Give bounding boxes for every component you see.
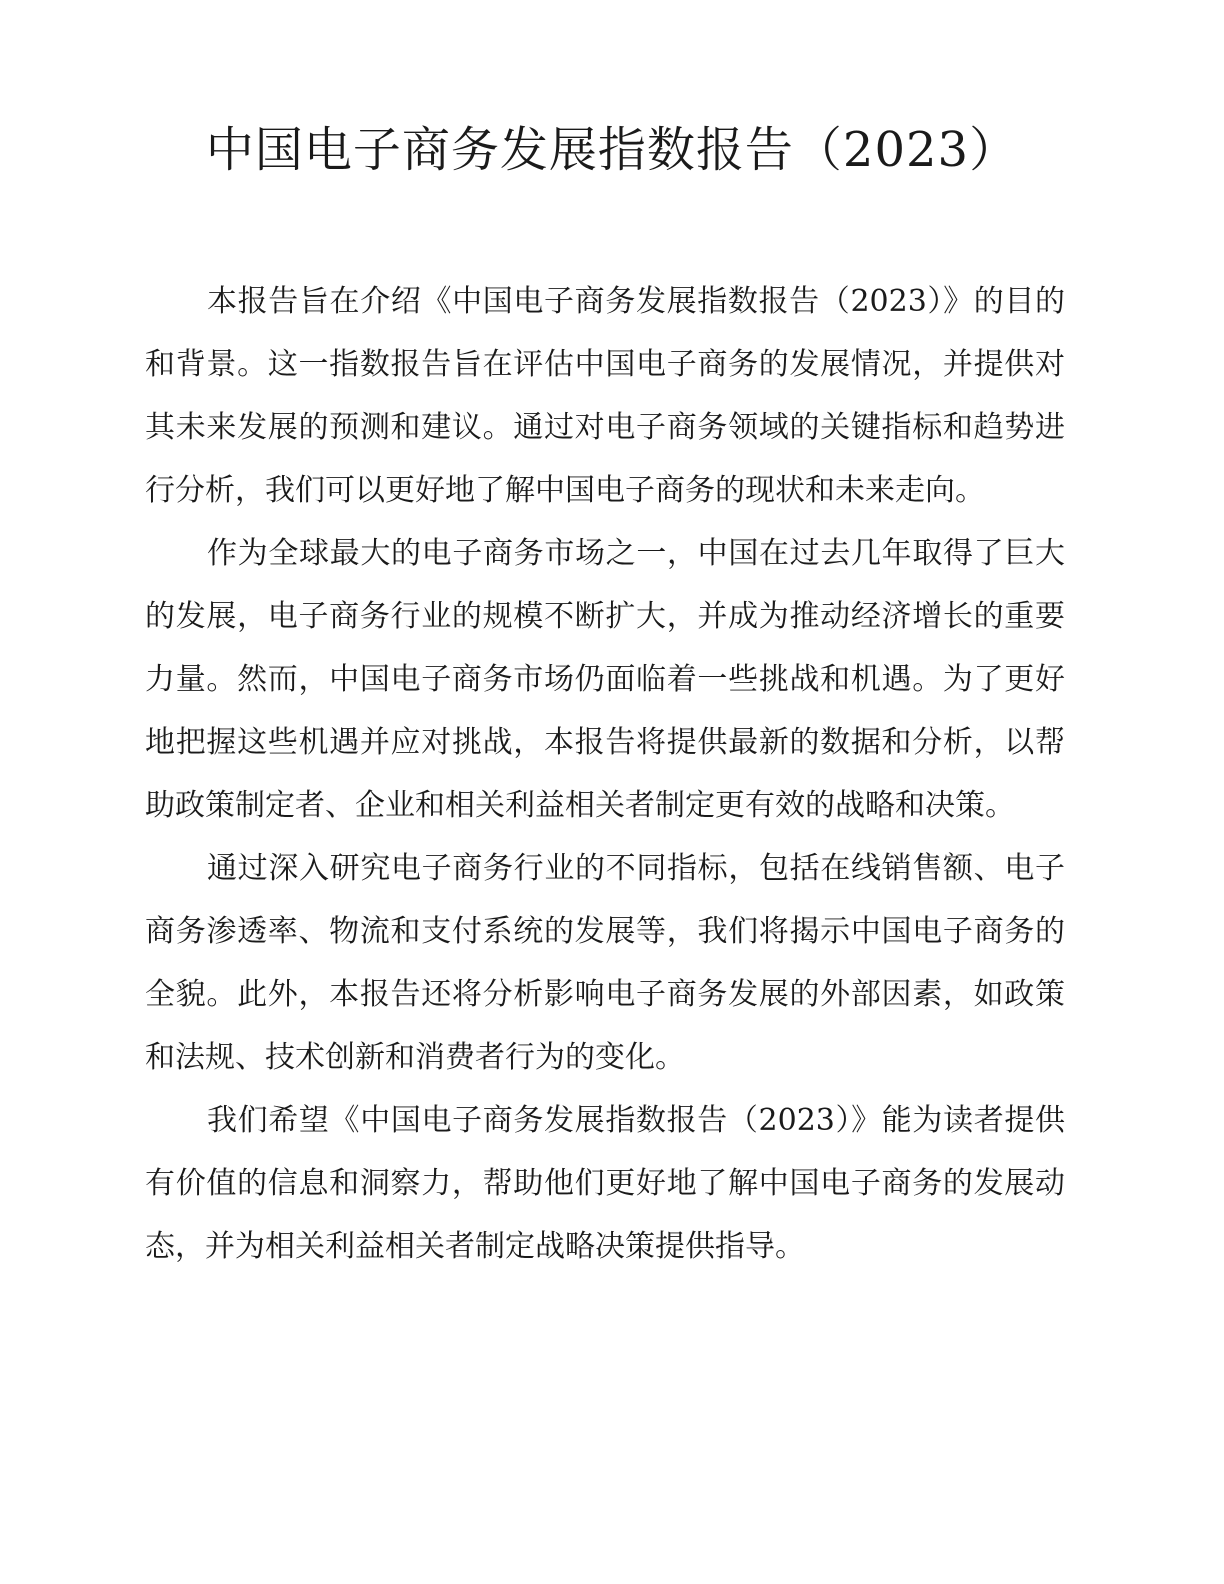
- paragraph-4: 我们希望《中国电子商务发展指数报告（2023）》能为读者提供有价值的信息和洞察力，帮助他们更好地了解中国电子商务的发展动态，并为相关利益相关者制定战略决策提供指导。: [145, 1103, 1065, 1264]
- paragraph-1: 本报告旨在介绍《中国电子商务发展指数报告（2023）》的目的和背景。这一指数报告旨在评估中国电子商务的发展情况，并提供对其未来发展的预测和建议。通过对电子商务领域的关键指标和趋势进行分析，我们可以更好地了解中国电子商务的现状和未来走向。: [145, 284, 1065, 508]
- document-body: [145, 270, 1065, 1278]
- paragraph-2: 作为全球最大的电子商务市场之一，中国在过去几年取得了巨大的发展，电子商务行业的规模不断扩大，并成为推动经济增长的重要力量。然而，中国电子商务市场仍面临着一些挑战和机遇。为了更好地把握这些机遇并应对挑战，本报告将提供最新的数据和分析，以帮助政策制定者、企业和相关利益相关者制定更有效的战略和决策。: [145, 536, 1065, 823]
- page-title: 中国电子商务发展指数报告（2023）: [205, 122, 1019, 178]
- paragraph-3: 通过深入研究电子商务行业的不同指标，包括在线销售额、电子商务渗透率、物流和支付系统的发展等，我们将揭示中国电子商务的全貌。此外，本报告还将分析影响电子商务发展的外部因素，如政策和法规、技术创新和消费者行为的变化。: [145, 851, 1065, 1075]
